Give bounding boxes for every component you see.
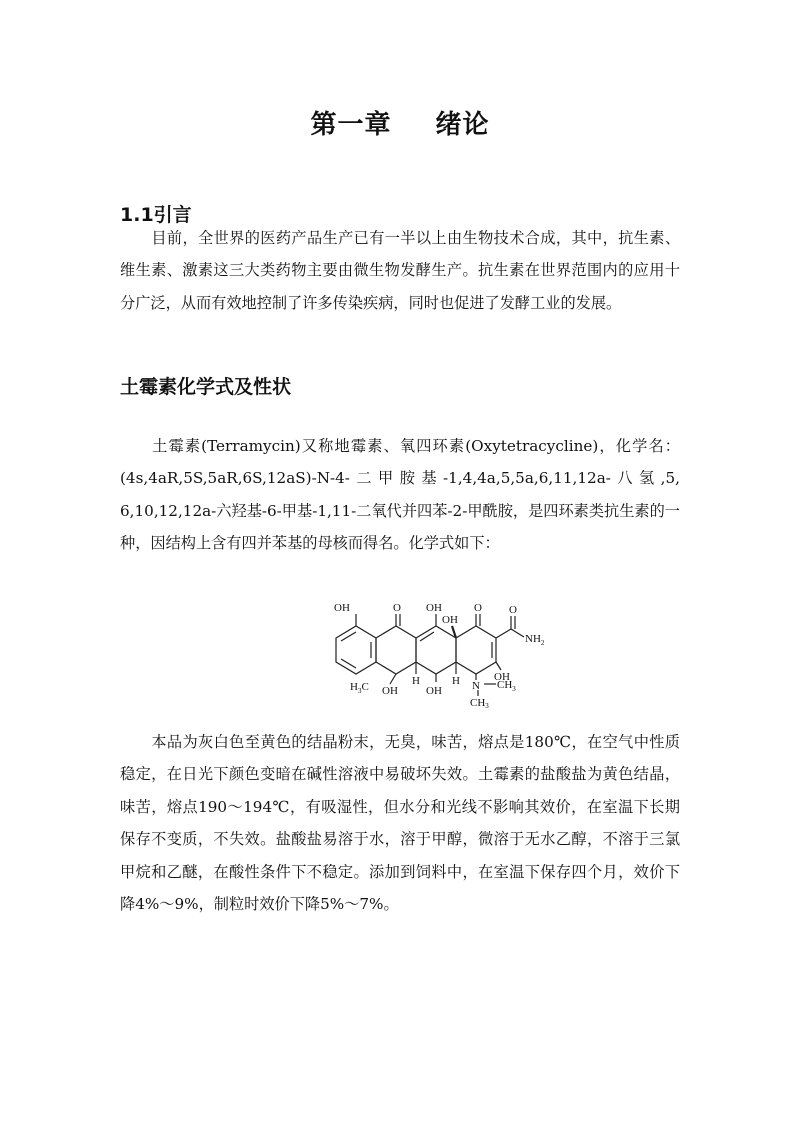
intro-paragraph <box>120 222 680 319</box>
label-nh2: $NH_2$ <box>525 633 545 647</box>
label-oh-1: OH <box>334 602 350 614</box>
label-n: N <box>472 680 480 692</box>
properties-text: 本品为灰白色至黄色的结晶粉末，无臭，味苦，熔点是180℃，在空气中性质稳定，在日光下颜色变暗在碱性溶液中易破坏失效。土霉素的盐酸盐为黄色结晶，味苦，熔点190～194℃，有吸湿性，但水分和光线不影响其效价，在室温下长期保存不变质，不失效。盐酸盐易溶于水，溶于甲醇，微溶于无水乙醇，不溶于三氯甲烷和乙醚，在酸性条件下不稳定。添加到饲料中，在室温下保存四个月，效价下降4%～9%，制粒时效价下降5%～7%。 <box>120 733 680 914</box>
label-o-2: O <box>474 602 482 614</box>
label-o-1: O <box>393 602 401 614</box>
label-ch3-a: $CH_3$ <box>497 679 516 693</box>
chapter-title <box>0 104 800 141</box>
chemical-name-paragraph <box>120 430 680 560</box>
label-h3c: $H_3C$ <box>350 681 369 695</box>
label-o-3: O <box>509 604 517 616</box>
label-oh-4: OH <box>494 671 510 683</box>
oxytetracycline-structure-figure <box>316 596 546 708</box>
label-oh-3: OH <box>442 614 458 626</box>
label-h-1: H <box>412 675 420 687</box>
label-oh-5: OH <box>382 685 398 697</box>
properties-paragraph <box>120 726 680 920</box>
section-heading-intro: 1.1引言 <box>120 204 192 226</box>
label-ch3-b: CH3 <box>470 697 489 708</box>
chapter-name: 绪论 <box>435 110 490 140</box>
label-oh-2: OH <box>426 602 442 614</box>
section-heading-oxytetracycline: 土霉素化学式及性状 <box>120 376 292 398</box>
intro-text: 目前，全世界的医药产品生产已有一半以上由生物技术合成，其中，抗生素、维生素、激素这三大类药物主要由微生物发酵生产。抗生素在世界范围内的应用十分广泛，从而有效地控制了许多传染疾病，同时也促进了发酵工业的发展。 <box>120 229 680 312</box>
label-h-2: H <box>452 675 460 687</box>
label-oh-6: OH <box>426 685 442 697</box>
chemical-name-text: 土霉素(Terramycin)又称地霉素、氧四环素(Oxytetracycline)，化学名：(4s,4aR,5S,5aR,6S,12aS)-N-4-二甲胺基-1,4,4a,5,5a,6,11,12a-八氢,5, 6,10,12,12a-六羟基-6-甲基-1,11-二氧代并四苯-2-甲酰胺，是四环素类抗生素的一种，因结构上含有四并苯基的母核而得名。化学式如下： <box>120 437 680 553</box>
structure-svg <box>316 596 546 708</box>
chapter-number: 第一章 <box>310 110 392 140</box>
